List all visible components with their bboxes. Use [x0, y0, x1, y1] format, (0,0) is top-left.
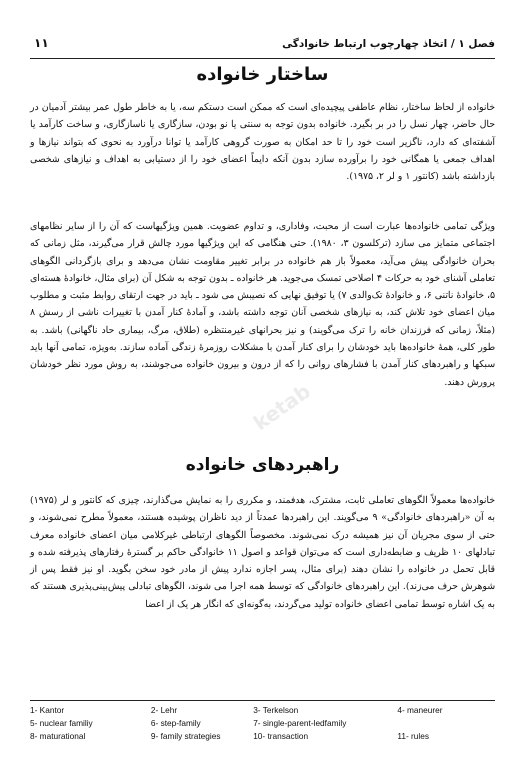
footnote-item: 7- single-parent-ledfamily	[253, 718, 347, 728]
footnote-item	[397, 718, 495, 728]
footnotes	[30, 705, 495, 741]
footnote-item: 8- maturational	[30, 731, 86, 741]
running-header	[30, 36, 495, 59]
footnote-item: 11- rules	[397, 731, 429, 741]
footnote-item: 2- Lehr	[150, 705, 178, 715]
section-title-strategies: راهبردهای خانواده	[185, 455, 340, 475]
paragraph-structure-1: خانواده از لحاظ ساختار، نظام عاطفی پیچیده‌ای است که ممکن است دستکم سه، یا به خاطر طول عمر بیشتر آدمیان در حال حاضر، چهار نسل را در بر بگیرد. خانواده بدون توجه به سنتی یا نو بودن، سازگاری یا ناسازگاری، و ساخت کارآمد یا آشفته‌ای که دارد، ناگزیر است خود را تا حد امکان به صورت گروهی کارآمد یا توانا درآورد به نحوی که بتواند نیازها و اهداف جمعی یا همگانی خود را برآورده سازد بدون آنکه دایماً اعضای خود را از دستیابی به اهداف و نیازهای شخصی بازداشته باشد (کانتور ۱ و لر ۲، ۱۹۷۵).	[30, 102, 495, 183]
footnote-item: 6- step-family	[150, 718, 201, 728]
footnote-item: 9- family strategies	[150, 731, 221, 741]
footnote-item: 10- transaction	[253, 731, 309, 741]
watermark: ketab	[248, 378, 315, 436]
footnote-item: 4- maneurer	[397, 705, 443, 715]
paragraph-structure-2: ویژگی تمامی خانواده‌ها عبارت است از محبت، وفاداری، و تداوم عضویت. همین ویژگیهاست که آن را از سایر نظامهای اجتماعی متمایز می سازد (ترکلسون ۳، ۱۹۸۰). حتی هنگامی که این ویژگیها مورد چالش قرار می‌گیرند، مثل زمانی که بحران خانوادگی پیش می‌آید، معمولاً باز هم خانواده در برابر تغییر مقاومت نشان می‌دهد و برای بازگردانی الگوهای تعاملی آشنای خود به حرکات ۴ اصلاحی تمسک می‌جوید. هر خانواده ـ بدون توجه به شکل آن (برای مثال، خانوادهٔ هسته‌ای ۵، خانوادهٔ ناتنی ۶، و خانوادهٔ تک‌والدی ۷) یا توفیق نهایی که نصیبش می شود ـ باید در جهت ارتقای روابط مثبت و مطلوب میان اعضای خود تلاش کند، به نیازهای شخصی آنان توجه داشته باشد، و آمادهٔ کنار آمدن با تغییرات ناشی از رسش ۸ (مثلاً، زمانی که فرزندان خانه را ترک می‌گویند) و نیز بحرانهای غیرمنتظره (طلاق، مرگ، بیماری حاد ناگهانی) باشد. به طور کلی، همهٔ خانواده‌ها باید خودشان را برای کنار آمدن با مشکلات روزمرهٔ زندگی آماده سازند. به‌ویژه، تمامی آنها باید سبکها و راهبردهای کنار آمدن با فشارهای روانی را که از درون و بیرون خانواده می‌جوشند، به روش مورد نظر خودشان پرورش دهند.	[30, 221, 495, 388]
section-title-structure: ساختار خانواده	[196, 64, 329, 85]
footnote-divider	[30, 700, 495, 701]
running-title: فصل ۱ / اتخاذ چهارچوب ارتباط خانوادگی	[282, 38, 495, 50]
footnote-item: 1- Kantor	[30, 705, 65, 715]
paragraph-strategies-1: خانواده‌ها معمولاً الگوهای تعاملی ثابت، مشترک، هدفمند، و مکرری را به نمایش می‌گذارند، چیزی که کانتور و لر (۱۹۷۵) به آن «راهبردهای خانوادگی» ۹ می‌گویند. این راهبردها عمدتاً از دید ناظران پوشیده هستند، معمولاً مطرح نمی‌شوند، و حتی از سوی مجریان آن نیز همیشه درک نمی‌شوند. مخصوصاً الگوهای ارتباطی غیرکلامی میان اعضای خانواده معرف تبادلهای ۱۰ ظریف و ضابطه‌داری است که می‌توان قواعد و اصول ۱۱ خانوادگی حاکم بر گسترهٔ رفتارهای پذیرفته شده و قابل تحمل در خانواده را نشان دهند (برای مثال، پسر اجازه ندارد پیش از مادر خود سخن بگوید. او نیز فقط پس از شوهرش حرف می‌زند). این راهبردهای خانوادگی که توسط همه اجرا می شوند، الگوهای تبادلی پیش‌بینی‌پذیری هستند که به یک اشاره توسط تمامی اعضای خانواده تولید می‌گردند، به‌گونه‌ای که انگار هر یک از اعضا	[30, 495, 496, 610]
page-number: ۱۱	[34, 36, 49, 50]
footnote-item: 3- Terkelson	[253, 705, 299, 715]
footnote-item: 5- nuclear familiy	[30, 718, 93, 728]
